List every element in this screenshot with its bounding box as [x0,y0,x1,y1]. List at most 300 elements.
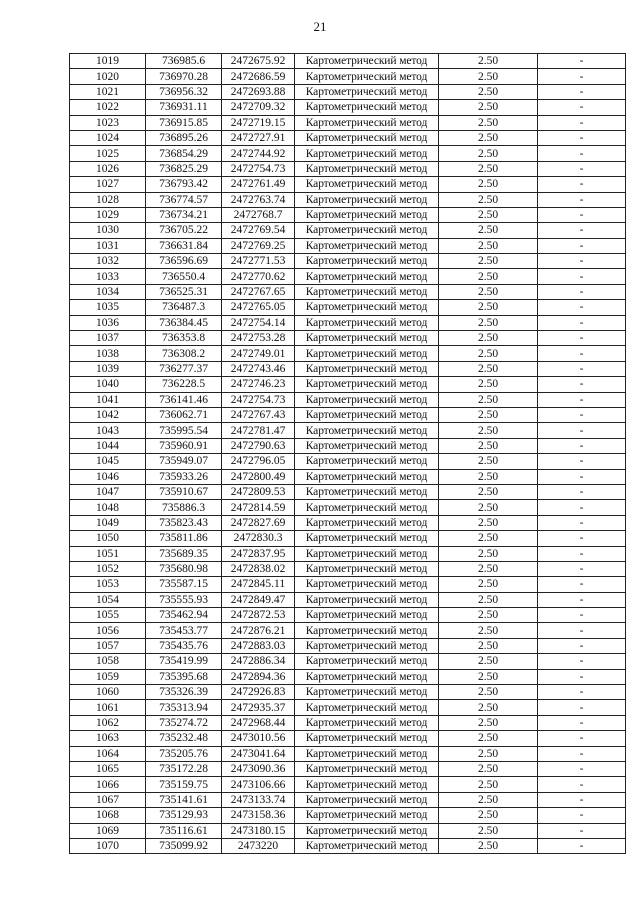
y-coordinate-cell: 2472769.54 [222,223,295,238]
accuracy-cell: 2.50 [439,469,538,484]
point-number-cell: 1069 [70,823,146,838]
method-cell: Картометрический метод [295,315,439,330]
accuracy-cell: 2.50 [439,146,538,161]
accuracy-cell: 2.50 [439,685,538,700]
method-cell: Картометрический метод [295,500,439,515]
note-cell: - [538,115,626,130]
table-row [70,838,626,853]
x-coordinate-cell: 735949.07 [146,454,222,469]
point-number-cell: 1062 [70,715,146,730]
point-number-cell: 1027 [70,177,146,192]
point-number-cell: 1049 [70,515,146,530]
accuracy-cell: 2.50 [439,238,538,253]
note-cell: - [538,654,626,669]
table-row [70,500,626,515]
note-cell: - [538,346,626,361]
accuracy-cell: 2.50 [439,54,538,69]
method-cell: Картометрический метод [295,407,439,422]
y-coordinate-cell: 2472926.83 [222,685,295,700]
method-cell: Картометрический метод [295,300,439,315]
y-coordinate-cell: 2472754.14 [222,315,295,330]
x-coordinate-cell: 736525.31 [146,284,222,299]
table-row [70,407,626,422]
note-cell: - [538,315,626,330]
method-cell: Картометрический метод [295,438,439,453]
method-cell: Картометрический метод [295,777,439,792]
table-row [70,669,626,684]
x-coordinate-cell: 736854.29 [146,146,222,161]
y-coordinate-cell: 2473158.36 [222,808,295,823]
point-number-cell: 1056 [70,623,146,638]
x-coordinate-cell: 735587.15 [146,577,222,592]
y-coordinate-cell: 2472771.53 [222,254,295,269]
y-coordinate-cell: 2473133.74 [222,792,295,807]
note-cell: - [538,192,626,207]
method-cell: Картометрический метод [295,515,439,530]
note-cell: - [538,423,626,438]
table-row [70,315,626,330]
table-row [70,300,626,315]
accuracy-cell: 2.50 [439,700,538,715]
x-coordinate-cell: 736550.4 [146,269,222,284]
note-cell: - [538,454,626,469]
y-coordinate-cell: 2472809.53 [222,484,295,499]
method-cell: Картометрический метод [295,130,439,145]
note-cell: - [538,808,626,823]
note-cell: - [538,792,626,807]
point-number-cell: 1036 [70,315,146,330]
point-number-cell: 1048 [70,500,146,515]
accuracy-cell: 2.50 [439,115,538,130]
method-cell: Картометрический метод [295,808,439,823]
table-row [70,346,626,361]
y-coordinate-cell: 2473220 [222,838,295,853]
y-coordinate-cell: 2472727.91 [222,130,295,145]
accuracy-cell: 2.50 [439,792,538,807]
note-cell: - [538,284,626,299]
accuracy-cell: 2.50 [439,823,538,838]
y-coordinate-cell: 2472837.95 [222,546,295,561]
point-number-cell: 1023 [70,115,146,130]
accuracy-cell: 2.50 [439,454,538,469]
method-cell: Картометрический метод [295,654,439,669]
accuracy-cell: 2.50 [439,84,538,99]
accuracy-cell: 2.50 [439,130,538,145]
x-coordinate-cell: 736956.32 [146,84,222,99]
y-coordinate-cell: 2472800.49 [222,469,295,484]
y-coordinate-cell: 2473041.64 [222,746,295,761]
method-cell: Картометрический метод [295,700,439,715]
accuracy-cell: 2.50 [439,346,538,361]
table-row [70,685,626,700]
x-coordinate-cell: 736308.2 [146,346,222,361]
note-cell: - [538,500,626,515]
x-coordinate-cell: 735811.86 [146,531,222,546]
point-number-cell: 1030 [70,223,146,238]
point-number-cell: 1065 [70,761,146,776]
table-row [70,654,626,669]
y-coordinate-cell: 2472709.32 [222,100,295,115]
x-coordinate-cell: 736228.5 [146,377,222,392]
x-coordinate-cell: 735689.35 [146,546,222,561]
x-coordinate-cell: 736384.45 [146,315,222,330]
method-cell: Картометрический метод [295,484,439,499]
accuracy-cell: 2.50 [439,254,538,269]
y-coordinate-cell: 2472796.05 [222,454,295,469]
table-row [70,454,626,469]
method-cell: Картометрический метод [295,269,439,284]
y-coordinate-cell: 2472746.23 [222,377,295,392]
table-row [70,377,626,392]
note-cell: - [538,254,626,269]
point-number-cell: 1045 [70,454,146,469]
y-coordinate-cell: 2472814.59 [222,500,295,515]
method-cell: Картометрический метод [295,192,439,207]
point-number-cell: 1020 [70,69,146,84]
note-cell: - [538,715,626,730]
point-number-cell: 1047 [70,484,146,499]
method-cell: Картометрический метод [295,284,439,299]
x-coordinate-cell: 735395.68 [146,669,222,684]
accuracy-cell: 2.50 [439,484,538,499]
table-row [70,592,626,607]
method-cell: Картометрический метод [295,54,439,69]
point-number-cell: 1026 [70,161,146,176]
accuracy-cell: 2.50 [439,531,538,546]
y-coordinate-cell: 2472886.34 [222,654,295,669]
point-number-cell: 1054 [70,592,146,607]
method-cell: Картометрический метод [295,100,439,115]
x-coordinate-cell: 736631.84 [146,238,222,253]
table-row [70,638,626,653]
point-number-cell: 1041 [70,392,146,407]
note-cell: - [538,161,626,176]
point-number-cell: 1037 [70,331,146,346]
method-cell: Картометрический метод [295,823,439,838]
note-cell: - [538,515,626,530]
point-number-cell: 1035 [70,300,146,315]
table-row [70,484,626,499]
note-cell: - [538,69,626,84]
table-row [70,731,626,746]
method-cell: Картометрический метод [295,546,439,561]
y-coordinate-cell: 2472749.01 [222,346,295,361]
note-cell: - [538,761,626,776]
table-row [70,223,626,238]
point-number-cell: 1064 [70,746,146,761]
table-row [70,284,626,299]
accuracy-cell: 2.50 [439,361,538,376]
x-coordinate-cell: 735141.61 [146,792,222,807]
table-row [70,161,626,176]
method-cell: Картометрический метод [295,361,439,376]
note-cell: - [538,638,626,653]
point-number-cell: 1070 [70,838,146,853]
table-row [70,192,626,207]
method-cell: Картометрический метод [295,161,439,176]
y-coordinate-cell: 2472743.46 [222,361,295,376]
method-cell: Картометрический метод [295,731,439,746]
method-cell: Картометрический метод [295,207,439,222]
table-row [70,269,626,284]
method-cell: Картометрический метод [295,746,439,761]
accuracy-cell: 2.50 [439,192,538,207]
coordinates-table [69,53,626,854]
accuracy-cell: 2.50 [439,392,538,407]
note-cell: - [538,269,626,284]
x-coordinate-cell: 735933.26 [146,469,222,484]
x-coordinate-cell: 735462.94 [146,608,222,623]
method-cell: Картометрический метод [295,146,439,161]
accuracy-cell: 2.50 [439,608,538,623]
accuracy-cell: 2.50 [439,808,538,823]
table-row [70,469,626,484]
accuracy-cell: 2.50 [439,654,538,669]
x-coordinate-cell: 735232.48 [146,731,222,746]
table-row [70,823,626,838]
table-row [70,69,626,84]
x-coordinate-cell: 736793.42 [146,177,222,192]
table-row [70,777,626,792]
point-number-cell: 1029 [70,207,146,222]
accuracy-cell: 2.50 [439,438,538,453]
table-row [70,623,626,638]
x-coordinate-cell: 735099.92 [146,838,222,853]
table-row [70,546,626,561]
point-number-cell: 1038 [70,346,146,361]
x-coordinate-cell: 735116.61 [146,823,222,838]
point-number-cell: 1057 [70,638,146,653]
table-row [70,577,626,592]
table-row [70,438,626,453]
note-cell: - [538,531,626,546]
point-number-cell: 1025 [70,146,146,161]
note-cell: - [538,377,626,392]
note-cell: - [538,777,626,792]
note-cell: - [538,823,626,838]
method-cell: Картометрический метод [295,669,439,684]
point-number-cell: 1067 [70,792,146,807]
coordinates-table-body [70,54,626,854]
x-coordinate-cell: 736596.69 [146,254,222,269]
x-coordinate-cell: 735172.28 [146,761,222,776]
table-row [70,608,626,623]
point-number-cell: 1063 [70,731,146,746]
point-number-cell: 1019 [70,54,146,69]
method-cell: Картометрический метод [295,392,439,407]
x-coordinate-cell: 735555.93 [146,592,222,607]
note-cell: - [538,731,626,746]
method-cell: Картометрический метод [295,423,439,438]
point-number-cell: 1061 [70,700,146,715]
note-cell: - [538,54,626,69]
method-cell: Картометрический метод [295,254,439,269]
method-cell: Картометрический метод [295,84,439,99]
method-cell: Картометрический метод [295,223,439,238]
accuracy-cell: 2.50 [439,269,538,284]
method-cell: Картометрический метод [295,115,439,130]
method-cell: Картометрический метод [295,685,439,700]
y-coordinate-cell: 2472781.47 [222,423,295,438]
note-cell: - [538,361,626,376]
x-coordinate-cell: 735435.76 [146,638,222,653]
accuracy-cell: 2.50 [439,592,538,607]
y-coordinate-cell: 2472894.36 [222,669,295,684]
x-coordinate-cell: 736825.29 [146,161,222,176]
y-coordinate-cell: 2472754.73 [222,392,295,407]
point-number-cell: 1031 [70,238,146,253]
method-cell: Картометрический метод [295,608,439,623]
x-coordinate-cell: 736931.11 [146,100,222,115]
x-coordinate-cell: 735960.91 [146,438,222,453]
table-row [70,54,626,69]
y-coordinate-cell: 2472768.7 [222,207,295,222]
note-cell: - [538,146,626,161]
x-coordinate-cell: 736985.6 [146,54,222,69]
accuracy-cell: 2.50 [439,746,538,761]
table-row [70,100,626,115]
y-coordinate-cell: 2472767.43 [222,407,295,422]
accuracy-cell: 2.50 [439,638,538,653]
point-number-cell: 1044 [70,438,146,453]
point-number-cell: 1042 [70,407,146,422]
point-number-cell: 1053 [70,577,146,592]
table-row [70,177,626,192]
y-coordinate-cell: 2472675.92 [222,54,295,69]
accuracy-cell: 2.50 [439,546,538,561]
x-coordinate-cell: 736705.22 [146,223,222,238]
table-row [70,515,626,530]
y-coordinate-cell: 2472845.11 [222,577,295,592]
note-cell: - [538,84,626,99]
y-coordinate-cell: 2472769.25 [222,238,295,253]
x-coordinate-cell: 736734.21 [146,207,222,222]
note-cell: - [538,592,626,607]
x-coordinate-cell: 736062.71 [146,407,222,422]
point-number-cell: 1068 [70,808,146,823]
y-coordinate-cell: 2472763.74 [222,192,295,207]
method-cell: Картометрический метод [295,577,439,592]
y-coordinate-cell: 2472693.88 [222,84,295,99]
x-coordinate-cell: 735326.39 [146,685,222,700]
note-cell: - [538,685,626,700]
note-cell: - [538,392,626,407]
note-cell: - [538,700,626,715]
point-number-cell: 1058 [70,654,146,669]
y-coordinate-cell: 2473010.56 [222,731,295,746]
y-coordinate-cell: 2473106.66 [222,777,295,792]
y-coordinate-cell: 2472719.15 [222,115,295,130]
accuracy-cell: 2.50 [439,377,538,392]
note-cell: - [538,546,626,561]
point-number-cell: 1043 [70,423,146,438]
table-row [70,146,626,161]
x-coordinate-cell: 736970.28 [146,69,222,84]
table-row [70,561,626,576]
method-cell: Картометрический метод [295,792,439,807]
x-coordinate-cell: 736141.46 [146,392,222,407]
table-row [70,808,626,823]
note-cell: - [538,484,626,499]
note-cell: - [538,746,626,761]
y-coordinate-cell: 2472883.03 [222,638,295,653]
note-cell: - [538,100,626,115]
note-cell: - [538,223,626,238]
table-row [70,715,626,730]
method-cell: Картометрический метод [295,592,439,607]
point-number-cell: 1032 [70,254,146,269]
accuracy-cell: 2.50 [439,207,538,222]
x-coordinate-cell: 735995.54 [146,423,222,438]
point-number-cell: 1050 [70,531,146,546]
method-cell: Картометрический метод [295,838,439,853]
accuracy-cell: 2.50 [439,515,538,530]
y-coordinate-cell: 2472770.62 [222,269,295,284]
table-row [70,392,626,407]
note-cell: - [538,207,626,222]
accuracy-cell: 2.50 [439,177,538,192]
y-coordinate-cell: 2472767.65 [222,284,295,299]
table-row [70,423,626,438]
note-cell: - [538,669,626,684]
method-cell: Картометрический метод [295,454,439,469]
table-row [70,254,626,269]
point-number-cell: 1024 [70,130,146,145]
x-coordinate-cell: 735274.72 [146,715,222,730]
point-number-cell: 1040 [70,377,146,392]
note-cell: - [538,300,626,315]
note-cell: - [538,577,626,592]
x-coordinate-cell: 735419.99 [146,654,222,669]
table-row [70,746,626,761]
y-coordinate-cell: 2472968.44 [222,715,295,730]
x-coordinate-cell: 735680.98 [146,561,222,576]
page-number: 21 [313,19,327,34]
accuracy-cell: 2.50 [439,423,538,438]
note-cell: - [538,608,626,623]
x-coordinate-cell: 736895.26 [146,130,222,145]
accuracy-cell: 2.50 [439,669,538,684]
table-row [70,700,626,715]
accuracy-cell: 2.50 [439,577,538,592]
note-cell: - [538,438,626,453]
y-coordinate-cell: 2472744.92 [222,146,295,161]
y-coordinate-cell: 2473180.15 [222,823,295,838]
table-row [70,531,626,546]
point-number-cell: 1028 [70,192,146,207]
x-coordinate-cell: 735886.3 [146,500,222,515]
point-number-cell: 1060 [70,685,146,700]
point-number-cell: 1021 [70,84,146,99]
accuracy-cell: 2.50 [439,731,538,746]
accuracy-cell: 2.50 [439,407,538,422]
y-coordinate-cell: 2472790.63 [222,438,295,453]
point-number-cell: 1033 [70,269,146,284]
accuracy-cell: 2.50 [439,715,538,730]
table-row [70,792,626,807]
y-coordinate-cell: 2472849.47 [222,592,295,607]
table-row [70,84,626,99]
table-row [70,331,626,346]
x-coordinate-cell: 735129.93 [146,808,222,823]
point-number-cell: 1055 [70,608,146,623]
point-number-cell: 1034 [70,284,146,299]
method-cell: Картометрический метод [295,469,439,484]
accuracy-cell: 2.50 [439,561,538,576]
accuracy-cell: 2.50 [439,315,538,330]
accuracy-cell: 2.50 [439,100,538,115]
x-coordinate-cell: 736353.8 [146,331,222,346]
